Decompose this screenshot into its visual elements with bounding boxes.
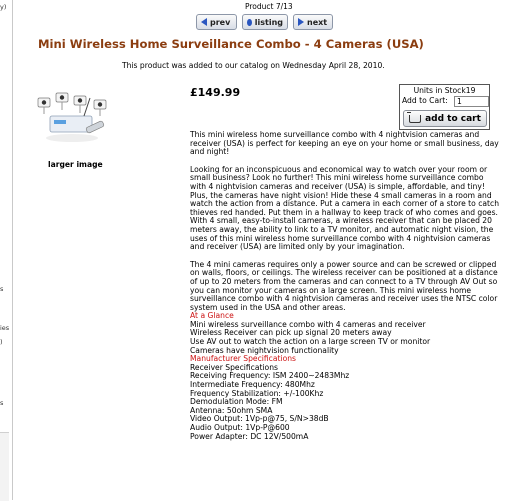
sidebar-box xyxy=(0,432,9,501)
feature-item: Mini wireless surveillance combo with 4 cameras and receiver xyxy=(190,319,426,329)
at-a-glance-heading: At a Glance xyxy=(190,311,234,321)
sidebar-fragment: y) xyxy=(0,3,7,11)
arrow-left-icon xyxy=(201,18,207,26)
product-price: £149.99 xyxy=(190,86,241,99)
feature-item: Use AV out to watch the action on a large screen TV or monitor xyxy=(190,337,431,347)
units-in-stock: Units in Stock19 xyxy=(413,86,476,95)
spec-item: Receiver Specifications xyxy=(190,362,278,372)
sidebar-fragment: s xyxy=(0,399,4,407)
larger-image-link[interactable]: larger image xyxy=(48,160,103,169)
sidebar-fragment: s xyxy=(0,285,4,293)
product-counter: Product 7/13 xyxy=(245,2,293,11)
description-paragraph: The 4 mini cameras requires only a power source and can be screwed or clipped on walls, floors, or ceilings. The wireless receiver can be positioned at a distance of up to 20 meters from the cameras and can connect to a TV through AV Out so you can monitor your cameras on a large screen. This mini wireless home surveillance combo with 4 nightvision cameras and receiver uses the NTSC color system used in the USA and other areas. xyxy=(190,259,498,312)
cart-icon xyxy=(409,115,421,123)
sidebar-fragment: ) xyxy=(0,338,3,346)
arrow-right-icon xyxy=(298,18,304,26)
add-to-cart-box xyxy=(399,84,490,130)
spec-item: Power Adapter: DC 12V/500mA xyxy=(190,431,309,441)
add-to-cart-button-label: add to cart xyxy=(425,113,481,124)
product-title: Mini Wireless Home Surveillance Combo - 4 Cameras (USA) xyxy=(38,37,424,51)
description-paragraph: Looking for an inconspicuous and economical way to watch over your room or small business? Look no further! This mini wireless home surveillance combo with 4 nightvision cameras and receiver (USA) is simple, affordable, and tiny! Plus, the cameras have night vision! Hide these 4 small cameras in a room and watch the action from a distance. Put a camera in each corner of a store to catch thieves red handed. Put them in a hallway to keep track of who comes and goes. With 4 small, easy-to-install cameras, a wireless receiver that can be placed 20 meters away, the ability to link to a TV monitor, and automatic night vision, the uses of this mini wireless home surveillance combo with 4 nightvision cameras and receiver (USA) are limited only by your imagination. xyxy=(190,164,500,252)
product-description xyxy=(190,131,500,441)
spec-item: Frequency Stabilization: +/-100Khz xyxy=(190,388,324,398)
listing-label: listing xyxy=(254,17,283,27)
left-sidebar-edge xyxy=(0,0,13,500)
prev-button[interactable] xyxy=(196,14,237,30)
sidebar-fragment: ies xyxy=(0,324,10,332)
spec-item: Antenna: 50ohm SMA xyxy=(190,405,273,415)
spec-item: Video Output: 1Vp-p@75, S/N>38dB xyxy=(190,414,329,424)
next-label: next xyxy=(307,17,328,27)
date-added-text: This product was added to our catalog on Wednesday April 28, 2010. xyxy=(122,61,385,70)
listing-icon xyxy=(247,19,252,26)
add-to-cart-label: Add to Cart: xyxy=(402,96,448,105)
next-button[interactable] xyxy=(293,14,333,30)
add-to-cart-button[interactable] xyxy=(403,110,487,127)
spec-item: Audio Output: 1Vp-P@600 xyxy=(190,423,290,432)
product-image[interactable] xyxy=(34,88,114,148)
spec-item: Demodulation Mode: FM xyxy=(190,397,283,407)
spec-item: Intermediate Frequency: 480Mhz xyxy=(190,380,315,390)
description-intro: This mini wireless home surveillance combo with 4 nightvision cameras and receiver (USA) is perfect for keeping an eye on your home or small business, day and night! xyxy=(190,130,499,157)
surveillance-kit-image xyxy=(34,88,114,148)
prev-label: prev xyxy=(210,17,231,27)
feature-item: Wireless Receiver can pick up signal 20 meters away xyxy=(190,328,392,338)
feature-item: Cameras have nightvision functionality xyxy=(190,345,339,355)
listing-button[interactable] xyxy=(242,14,288,30)
spec-item: Receiving Frequency: ISM 2400~2483Mhz xyxy=(190,371,350,381)
quantity-input[interactable] xyxy=(454,96,489,107)
manufacturer-specs-heading: Manufacturer Specifications xyxy=(190,354,296,364)
